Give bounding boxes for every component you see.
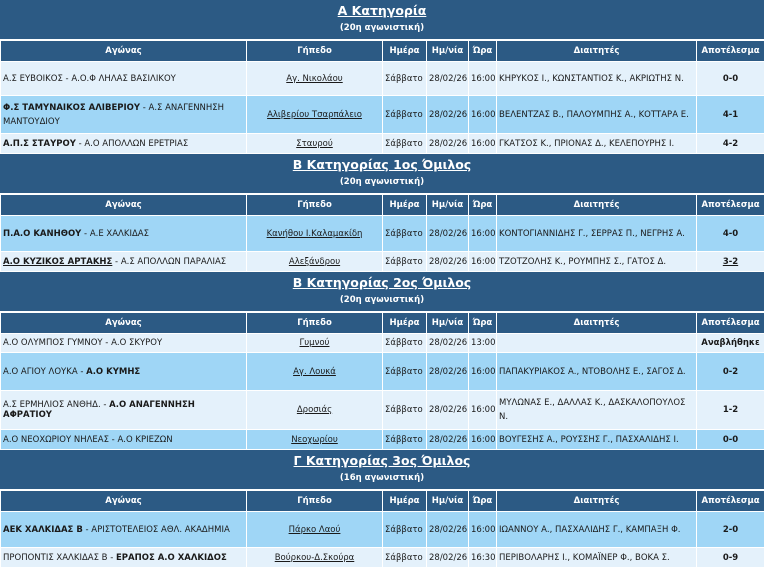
col-header-time: Ώρα [469, 41, 497, 62]
day-cell: Σάββατο [383, 252, 427, 272]
table-header-row [1, 313, 764, 334]
home-team: Α.Σ ΕΡΜΗΛΙΟΣ ΑΝΘΗΔ. [3, 400, 101, 410]
time-cell: 16:00 [469, 96, 497, 134]
venue-cell [247, 353, 383, 391]
col-header-venue: Γήπεδο [247, 491, 383, 512]
section-round: (20η αγωνιστική) [339, 177, 425, 187]
col-header-referees: Διαιτητές [497, 313, 697, 334]
time-cell: 16:00 [469, 216, 497, 252]
col-header-venue: Γήπεδο [247, 195, 383, 216]
referees-cell: ΜΥΛΩΝΑΣ Ε., ΔΑΛΛΑΣ Κ., ΔΑΣΚΑΛΟΠΟΥΛΟΣ Ν. [497, 391, 697, 430]
table-row [1, 334, 764, 353]
result-cell: 0-0 [697, 430, 764, 450]
section-title[interactable]: Α Κατηγορία [337, 3, 427, 18]
day-cell: Σάββατο [383, 96, 427, 134]
fixtures-table [0, 490, 764, 568]
date-cell: 28/02/26 [427, 216, 469, 252]
section-a-category [0, 0, 764, 154]
time-cell: 16:30 [469, 548, 497, 568]
venue-link[interactable]: Πάρκο Λαού [288, 524, 341, 535]
date-cell: 28/02/26 [427, 334, 469, 353]
referees-cell: ΓΚΑΤΣΟΣ Κ., ΠΡΙΟΝΑΣ Δ., ΚΕΛΕΠΟΥΡΗΣ Ι. [497, 134, 697, 154]
home-team: ΠΡΟΠΟΝΤΙΣ ΧΑΛΚΙΔΑΣ Β [3, 552, 108, 563]
venue-link[interactable]: Σταυρού [296, 138, 333, 149]
section-b-group-2 [0, 272, 764, 450]
away-team: ΕΡΑΠΟΣ Α.Ο ΧΑΛΚΙΔΟΣ [115, 552, 227, 563]
day-cell: Σάββατο [383, 216, 427, 252]
day-cell: Σάββατο [383, 548, 427, 568]
away-team: Α.Ο.Φ ΛΗΛΑΣ ΒΑΣΙΛΙΚΟΥ [71, 73, 176, 84]
venue-link[interactable]: Νεοχωρίου [291, 434, 338, 445]
col-header-result: Αποτέλεσμα [697, 491, 764, 512]
referees-cell: ΠΑΠΑΚΥΡΙΑΚΟΣ Α., ΝΤΟΒΟΛΗΣ Ε., ΣΑΓΟΣ Δ. [497, 353, 697, 391]
home-team: Α.Ο ΟΛΥΜΠΟΣ ΓΥΜΝΟΥ [3, 338, 103, 348]
time-cell: 16:00 [469, 252, 497, 272]
venue-cell [247, 334, 383, 353]
fixtures-table [0, 40, 764, 154]
section-b-group-1 [0, 154, 764, 272]
table-row [1, 62, 764, 96]
match-cell: Π.Α.Ο ΚΑΝΗΘΟΥ - Α.Ε ΧΑΛΚΙΔΑΣ [1, 216, 247, 252]
referees-cell: ΤΖΟΤΖΟΛΗΣ Κ., ΡΟΥΜΠΗΣ Σ., ΓΑΤΟΣ Δ. [497, 252, 697, 272]
section-header [0, 154, 764, 194]
table-row [1, 134, 764, 154]
venue-link[interactable]: Αγ. Λουκά [293, 366, 336, 377]
col-header-referees: Διαιτητές [497, 41, 697, 62]
home-team: ΑΕΚ ΧΑΛΚΙΔΑΣ Β [3, 524, 83, 535]
venue-cell [247, 548, 383, 568]
table-row [1, 216, 764, 252]
referees-cell: ΚΟΝΤΟΓΙΑΝΝΙΔΗΣ Γ., ΣΕΡΡΑΣ Π., ΝΕΓΡΗΣ Α. [497, 216, 697, 252]
match-cell: Α.Π.Σ ΣΤΑΥΡΟΥ - Α.Ο ΑΠΟΛΛΩΝ ΕΡΕΤΡΙΑΣ [1, 134, 247, 154]
col-header-match: Αγώνας [1, 491, 247, 512]
time-cell: 16:00 [469, 512, 497, 548]
col-header-time: Ώρα [469, 313, 497, 334]
date-cell: 28/02/26 [427, 391, 469, 430]
match-cell: Α.Ο ΟΛΥΜΠΟΣ ΓΥΜΝΟΥ - Α.Ο ΣΚΥΡΟΥ [1, 334, 247, 353]
day-cell: Σάββατο [383, 353, 427, 391]
match-cell: ΠΡΟΠΟΝΤΙΣ ΧΑΛΚΙΔΑΣ Β - ΕΡΑΠΟΣ Α.Ο ΧΑΛΚΙΔΟΣ [1, 548, 247, 568]
col-header-result: Αποτέλεσμα [697, 313, 764, 334]
date-cell: 28/02/26 [427, 512, 469, 548]
day-cell: Σάββατο [383, 391, 427, 430]
table-row [1, 512, 764, 548]
date-cell: 28/02/26 [427, 548, 469, 568]
home-team: Α.Ο ΚΥΖΙΚΟΣ ΑΡΤΑΚΗΣ [3, 256, 113, 267]
section-title[interactable]: Β Κατηγορίας 1ος Όμιλος [292, 157, 472, 172]
time-cell: 16:00 [469, 62, 497, 96]
date-cell: 28/02/26 [427, 252, 469, 272]
venue-link[interactable]: Αλεξάνδρου [288, 256, 341, 267]
home-team: Α.Ο ΝΕΟΧΩΡΙΟΥ ΝΗΛΕΑΣ [3, 434, 109, 445]
col-header-date: Ημ/νία [427, 41, 469, 62]
venue-link[interactable]: Αγ. Νικολάου [286, 73, 343, 84]
result-cell: 1-2 [697, 391, 764, 430]
day-cell: Σάββατο [383, 430, 427, 450]
fixtures-table [0, 194, 764, 272]
away-team: Α.Ο ΚΡΙΕΖΩΝ [117, 434, 173, 445]
col-header-venue: Γήπεδο [247, 41, 383, 62]
referees-cell: ΒΟΥΓΕΣΗΣ Α., ΡΟΥΣΣΗΣ Γ., ΠΑΣΧΑΛΙΔΗΣ Ι. [497, 430, 697, 450]
date-cell: 28/02/26 [427, 353, 469, 391]
table-header-row [1, 195, 764, 216]
referees-cell [497, 334, 697, 353]
col-header-day: Ημέρα [383, 195, 427, 216]
venue-link[interactable]: Κανήθου Ι.Καλαμακίδη [266, 228, 363, 239]
home-team: Α.Σ ΕΥΒΟΙΚΟΣ [3, 73, 63, 84]
time-cell: 16:00 [469, 353, 497, 391]
table-header-row [1, 491, 764, 512]
section-header [0, 0, 764, 40]
home-team: Α.Ο ΑΓΙΟΥ ΛΟΥΚΑ [3, 366, 78, 377]
away-team: ΑΡΙΣΤΟΤΕΛΕΙΟΣ ΑΘΛ. ΑΚΑΔΗΜΙΑ [91, 524, 230, 535]
table-header-row [1, 41, 764, 62]
col-header-referees: Διαιτητές [497, 491, 697, 512]
section-c-group-3 [0, 450, 764, 568]
home-team: Α.Π.Σ ΣΤΑΥΡΟΥ [3, 138, 76, 149]
result-cell: 2-0 [697, 512, 764, 548]
date-cell: 28/02/26 [427, 62, 469, 96]
match-cell: ΑΕΚ ΧΑΛΚΙΔΑΣ Β - ΑΡΙΣΤΟΤΕΛΕΙΟΣ ΑΘΛ. ΑΚΑΔΗΜΙΑ [1, 512, 247, 548]
referees-cell: ΠΕΡΙΒΟΛΑΡΗΣ Ι., ΚΟΜΑΪΝΕΡ Φ., ΒΟΚΑ Σ. [497, 548, 697, 568]
referees-cell: ΒΕΛΕΝΤΖΑΣ Β., ΠΑΛΟΥΜΠΗΣ Α., ΚΟΤΤΑΡΑ Ε. [497, 96, 697, 134]
col-header-day: Ημέρα [383, 313, 427, 334]
venue-cell [247, 430, 383, 450]
col-header-result: Αποτέλεσμα [697, 195, 764, 216]
col-header-time: Ώρα [469, 491, 497, 512]
time-cell: 13:00 [469, 334, 497, 353]
result-cell: 4-2 [697, 134, 764, 154]
result-cell: 4-1 [697, 96, 764, 134]
time-cell: 16:00 [469, 430, 497, 450]
venue-cell [247, 391, 383, 430]
section-header [0, 272, 764, 312]
match-cell: Α.Ο ΚΥΖΙΚΟΣ ΑΡΤΑΚΗΣ - Α.Σ ΑΠΟΛΛΩΝ ΠΑΡΑΛΙΑΣ [1, 252, 247, 272]
col-header-match: Αγώνας [1, 313, 247, 334]
col-header-date: Ημ/νία [427, 313, 469, 334]
col-header-time: Ώρα [469, 195, 497, 216]
away-team: Α.Ο ΚΥΜΗΣ [86, 366, 141, 377]
away-team: Α.Σ ΑΠΟΛΛΩΝ ΠΑΡΑΛΙΑΣ [120, 256, 227, 267]
match-cell: Α.Σ ΕΥΒΟΙΚΟΣ - Α.Ο.Φ ΛΗΛΑΣ ΒΑΣΙΛΙΚΟΥ [1, 62, 247, 96]
venue-link[interactable]: Βούρκου-Δ.Σκούρα [274, 552, 355, 563]
match-cell: Φ.Σ ΤΑΜΥΝΑΙΚΟΣ ΑΛΙΒΕΡΙΟΥ - Α.Σ ΑΝΑΓΕΝΝΗΣΗ ΜΑΝΤΟΥΔΙΟΥ [1, 96, 247, 134]
match-cell: Α.Σ ΕΡΜΗΛΙΟΣ ΑΝΘΗΔ. - Α.Ο ΑΝΑΓΕΝΝΗΣΗ ΑΦΡΑΤΙΟΥ [1, 391, 247, 430]
table-row [1, 391, 764, 430]
result-cell: 4-0 [697, 216, 764, 252]
away-team: Α.Σ ΑΝΑΓΕΝΝΗΣΗ ΜΑΝΤΟΥΔΙΟΥ [3, 102, 225, 127]
fixtures-table [0, 312, 764, 450]
col-header-date: Ημ/νία [427, 491, 469, 512]
table-row [1, 430, 764, 450]
result-cell [697, 252, 764, 272]
day-cell: Σάββατο [383, 334, 427, 353]
day-cell: Σάββατο [383, 512, 427, 548]
away-team: Α.Ο ΑΠΟΛΛΩΝ ΕΡΕΤΡΙΑΣ [84, 138, 189, 149]
venue-link[interactable]: Γυμνού [299, 338, 330, 348]
result-link[interactable]: 3-2 [722, 256, 739, 267]
venue-cell [247, 216, 383, 252]
date-cell: 28/02/26 [427, 96, 469, 134]
venue-link[interactable]: Δροσιάς [296, 405, 333, 415]
date-cell: 28/02/26 [427, 430, 469, 450]
result-cell: 0-2 [697, 353, 764, 391]
result-cell: 0-9 [697, 548, 764, 568]
venue-link[interactable]: Αλιβερίου Τσαρπάλειο [267, 109, 362, 120]
date-cell: 28/02/26 [427, 134, 469, 154]
section-round: (20η αγωνιστική) [339, 23, 425, 33]
section-title[interactable]: Β Κατηγορίας 2ος Όμιλος [292, 275, 472, 290]
col-header-result: Αποτέλεσμα [697, 41, 764, 62]
referees-cell: ΚΗΡΥΚΟΣ Ι., ΚΩΝΣΤΑΝΤΙΟΣ Κ., ΑΚΡΙΩΤΗΣ Ν. [497, 62, 697, 96]
table-row [1, 353, 764, 391]
table-row [1, 548, 764, 568]
section-round: (16η αγωνιστική) [339, 473, 425, 483]
col-header-day: Ημέρα [383, 41, 427, 62]
section-title[interactable]: Γ Κατηγορίας 3ος Όμιλος [293, 453, 471, 468]
time-cell: 16:00 [469, 391, 497, 430]
col-header-match: Αγώνας [1, 195, 247, 216]
home-team: Π.Α.Ο ΚΑΝΗΘΟΥ [3, 228, 82, 239]
col-header-match: Αγώνας [1, 41, 247, 62]
away-team: Α.Ο ΣΚΥΡΟΥ [111, 338, 163, 348]
day-cell: Σάββατο [383, 62, 427, 96]
venue-cell [247, 96, 383, 134]
home-team: Φ.Σ ΤΑΜΥΝΑΙΚΟΣ ΑΛΙΒΕΡΙΟΥ [3, 102, 141, 113]
time-cell: 16:00 [469, 134, 497, 154]
venue-cell [247, 134, 383, 154]
col-header-date: Ημ/νία [427, 195, 469, 216]
away-team: Α.Ο ΑΝΑΓΕΝΝΗΣΗ ΑΦΡΑΤΙΟΥ [3, 400, 195, 420]
match-cell: Α.Ο ΝΕΟΧΩΡΙΟΥ ΝΗΛΕΑΣ - Α.Ο ΚΡΙΕΖΩΝ [1, 430, 247, 450]
venue-cell [247, 62, 383, 96]
venue-cell [247, 252, 383, 272]
away-team: Α.Ε ΧΑΛΚΙΔΑΣ [89, 228, 149, 239]
col-header-referees: Διαιτητές [497, 195, 697, 216]
col-header-venue: Γήπεδο [247, 313, 383, 334]
day-cell: Σάββατο [383, 134, 427, 154]
table-row [1, 96, 764, 134]
section-header [0, 450, 764, 490]
referees-cell: ΙΩΑΝΝΟΥ Α., ΠΑΣΧΑΛΙΔΗΣ Γ., ΚΑΜΠΑΞΗ Φ. [497, 512, 697, 548]
col-header-day: Ημέρα [383, 491, 427, 512]
venue-cell [247, 512, 383, 548]
table-row [1, 252, 764, 272]
result-cell: Αναβλήθηκε [697, 334, 764, 353]
section-round: (20η αγωνιστική) [339, 295, 425, 305]
match-cell: Α.Ο ΑΓΙΟΥ ΛΟΥΚΑ - Α.Ο ΚΥΜΗΣ [1, 353, 247, 391]
result-cell: 0-0 [697, 62, 764, 96]
